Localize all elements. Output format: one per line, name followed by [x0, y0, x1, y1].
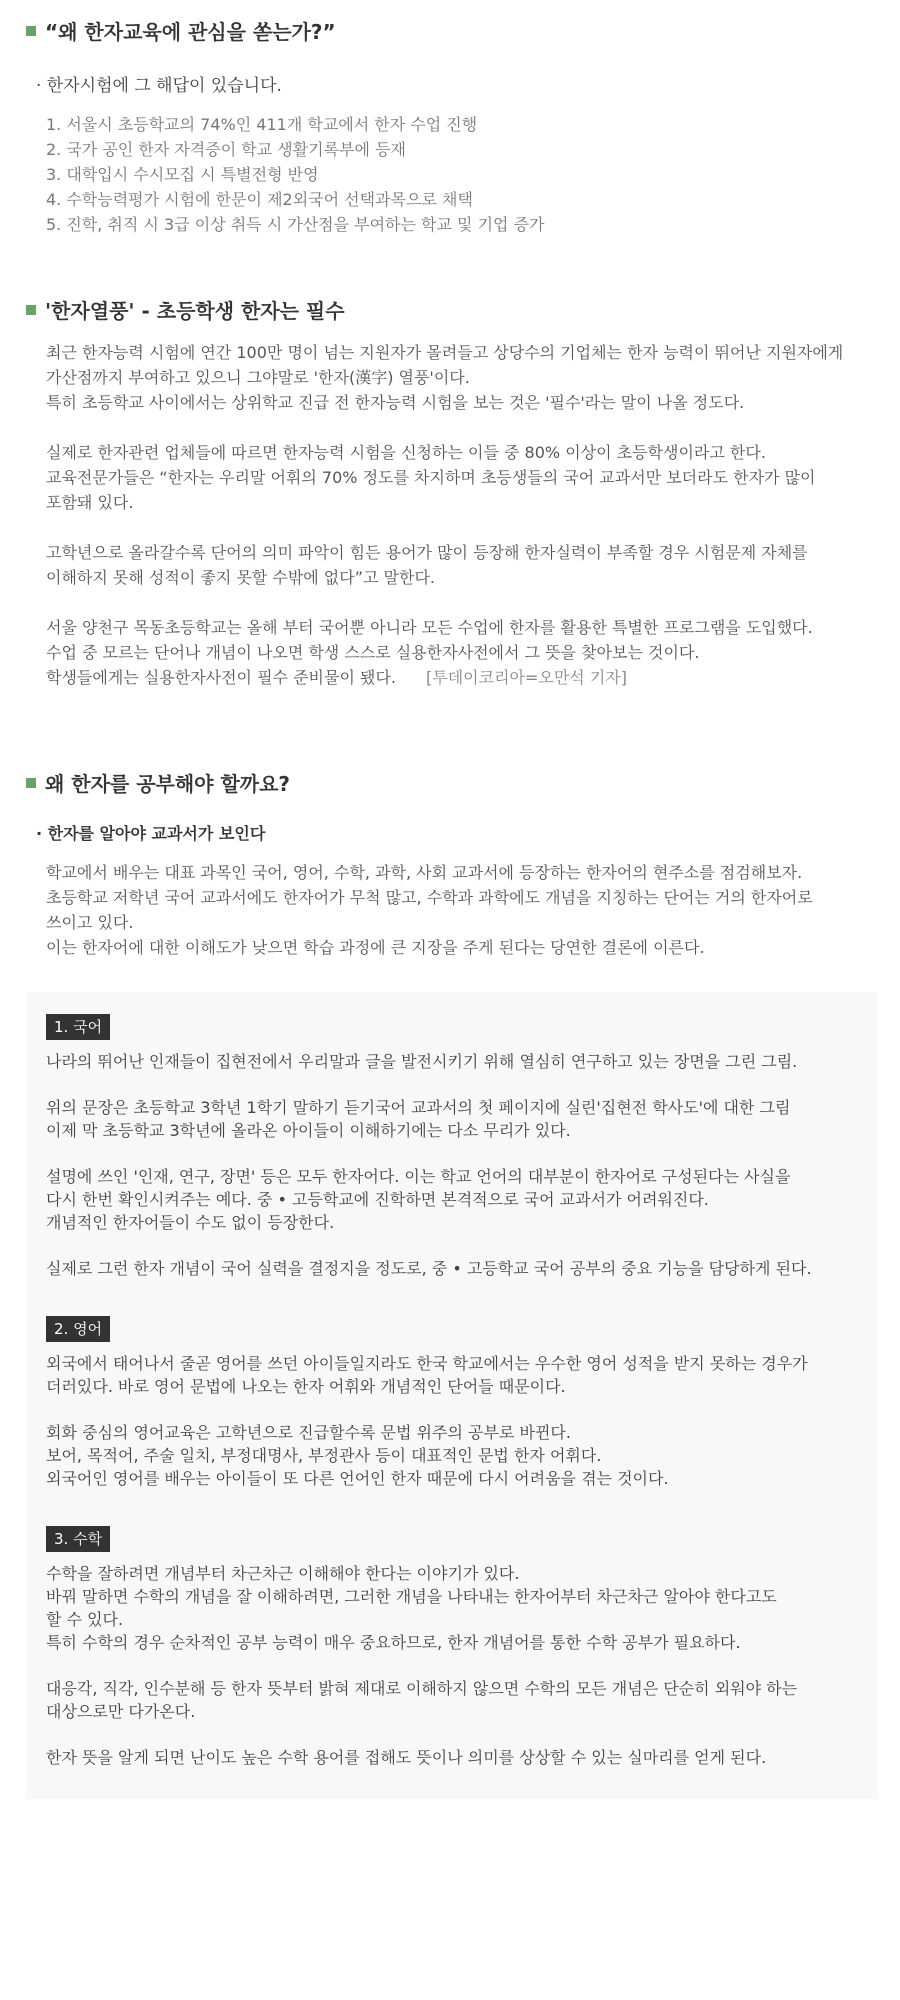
paragraph: [26, 615, 874, 690]
section-hanja-boom: [0, 237, 900, 690]
text-line: 서울 양천구 목동초등학교는 올해 부터 국어뿐 아니라 모든 수업에 한자를 활용한 특별한 프로그램을 도입했다.: [46, 618, 813, 637]
section-title: [26, 768, 874, 797]
square-bullet-icon: [26, 778, 36, 788]
subject-body: [46, 1562, 858, 1769]
text-line: 대상으로만 다가온다.: [46, 1702, 196, 1721]
text-line: 초등학교 저학년 국어 교과서에도 한자어가 무척 많고, 수학과 과학에도 개념을 지칭하는 단어는 거의 한자어로: [46, 888, 813, 907]
paragraph: [46, 1421, 858, 1490]
paragraph: [46, 1746, 858, 1769]
text-line: 위의 문장은 초등학교 3학년 1학기 말하기 듣기국어 교과서의 첫 페이지에 실린'집현전 학사도'에 대한 그림: [46, 1098, 791, 1117]
square-bullet-icon: [26, 305, 36, 315]
paragraph: [46, 1352, 858, 1398]
paragraph: [46, 1096, 858, 1142]
text-line: 설명에 쓰인 '인재, 연구, 장면' 등은 모두 한자어다. 이는 학교 언어의 대부분이 한자어로 구성된다는 사실을: [46, 1167, 791, 1186]
text-line: 고학년으로 올라갈수록 단어의 의미 파악이 힘든 용어가 많이 등장해 한자실력이 부족할 경우 시험문제 자체를: [46, 543, 808, 562]
section-title: [26, 295, 874, 324]
text-line: 학생들에게는 실용한자사전이 필수 준비물이 됐다.: [46, 668, 397, 687]
section-title: [26, 16, 874, 45]
text-line: 쓰이고 있다.: [46, 913, 134, 932]
text-line: 학교에서 배우는 대표 과목인 국어, 영어, 수학, 과학, 사회 교과서에 등장하는 한자어의 현주소를 점검해보자.: [46, 863, 803, 882]
subject-math: [46, 1526, 858, 1769]
text-line: 할 수 있다.: [46, 1610, 124, 1629]
paragraph: [26, 440, 874, 515]
text-line: 나라의 뛰어난 인재들이 집현전에서 우리말과 글을 발전시키기 위해 열심히 연구하고 있는 장면을 그린 그림.: [46, 1052, 798, 1071]
paragraph: [46, 1165, 858, 1234]
text-line: 가산점까지 부여하고 있으니 그야말로 '한자(漢字) 열풍'이다.: [46, 368, 470, 387]
text-line: 다시 한번 확인시켜주는 예다. 중 • 고등학교에 진학하면 본격적으로 국어 교과서가 어려워진다.: [46, 1190, 709, 1209]
section-why-study: [0, 690, 900, 960]
list-item: 4. 수학능력평가 시험에 한문이 제2외국어 선택과목으로 채택: [46, 190, 473, 209]
subject-body: [46, 1050, 858, 1280]
text-line: 한자 뜻을 알게 되면 난이도 높은 수학 용어를 접해도 뜻이나 의미를 상상할 수 있는 실마리를 얻게 된다.: [46, 1748, 767, 1767]
text-line: 특히 수학의 경우 순차적인 공부 능력이 매우 중요하므로, 한자 개념어를 통한 수학 공부가 필요하다.: [46, 1633, 741, 1652]
paragraph: [46, 1562, 858, 1654]
paragraph: [26, 340, 874, 415]
text-line: 외국어인 영어를 배우는 아이들이 또 다른 언어인 한자 때문에 다시 어려움을 겪는 것이다.: [46, 1469, 669, 1488]
list-item: 5. 진학, 취직 시 3급 이상 취득 시 가산점을 부여하는 학교 및 기업 증가: [46, 215, 545, 234]
text-line: 대응각, 직각, 인수분해 등 한자 뜻부터 밝혀 제대로 이해하지 않으면 수학의 모든 개념은 단순히 외워야 하는: [46, 1679, 798, 1698]
text-line: 외국에서 태어나서 줄곧 영어를 쓰던 아이들일지라도 한국 학교에서는 우수한 영어 성적을 받지 못하는 경우가: [46, 1354, 808, 1373]
subject-english: [46, 1316, 858, 1490]
paragraph: [26, 540, 874, 590]
article-body: [26, 340, 874, 690]
text-line: 실제로 그런 한자 개념이 국어 실력을 결정지을 정도로, 중 • 고등학교 국어 공부의 중요 기능을 담당하게 된다.: [46, 1259, 812, 1278]
text-line: 실제로 한자관련 업체들에 따르면 한자능력 시험을 신청하는 이들 중 80% 이상이 초등학생이라고 한다.: [46, 443, 766, 462]
list-item: 3. 대학입시 수시모집 시 특별전형 반영: [46, 165, 319, 184]
text-line: 더러있다. 바로 영어 문법에 나오는 한자 어휘와 개념적인 단어들 때문이다.: [46, 1377, 566, 1396]
text-line: 포함돼 있다.: [46, 493, 134, 512]
section-why-hanja: [0, 0, 900, 237]
subject-badge: 2. 영어: [46, 1316, 110, 1342]
list-item: 1. 서울시 초등학교의 74%인 411개 학교에서 한자 수업 진행: [46, 115, 478, 134]
subject-korean: [46, 1014, 858, 1280]
section-title-text: 왜 한자를 공부해야 할까요?: [45, 772, 291, 796]
section-title-text: '한자열풍' - 초등학생 한자는 필수: [45, 299, 345, 323]
section-title-text: “왜 한자교육에 관심을 쏟는가?”: [45, 20, 336, 44]
subject-body: [46, 1352, 858, 1490]
text-line: 보어, 목적어, 주술 일치, 부정대명사, 부정관사 등이 대표적인 문법 한자 어휘다.: [46, 1446, 602, 1465]
subjects-box: [26, 992, 878, 1799]
section-subtitle: · 한자를 알아야 교과서가 보인다: [36, 824, 266, 843]
square-bullet-icon: [26, 26, 36, 36]
subject-badge: 3. 수학: [46, 1526, 110, 1552]
section-subtitle: · 한자시험에 그 해답이 있습니다.: [36, 76, 282, 96]
text-line: 바꿔 말하면 수학의 개념을 잘 이해하려면, 그러한 개념을 나타내는 한자어부터 차근차근 알아야 한다고도: [46, 1587, 777, 1606]
list-item: 2. 국가 공인 한자 자격증이 학교 생활기록부에 등재: [46, 140, 406, 159]
paragraph: [46, 1677, 858, 1723]
text-line: 개념적인 한자어들이 수도 없이 등장한다.: [46, 1213, 335, 1232]
paragraph: [46, 1257, 858, 1280]
text-line: 회화 중심의 영어교육은 고학년으로 진급할수록 문법 위주의 공부로 바뀐다.: [46, 1423, 571, 1442]
paragraph: [46, 1050, 858, 1073]
subject-badge: 1. 국어: [46, 1014, 110, 1040]
text-line: 교육전문가들은 “한자는 우리말 어휘의 70% 정도를 차지하며 초등생들의 국어 교과서만 보더라도 한자가 많이: [46, 468, 816, 487]
paragraph: [26, 860, 874, 960]
text-line: 수업 중 모르는 단어나 개념이 나오면 학생 스스로 실용한자사전에서 그 뜻을 찾아보는 것이다.: [46, 643, 700, 662]
text-line: 최근 한자능력 시험에 연간 100만 명이 넘는 지원자가 몰려들고 상당수의 기업체는 한자 능력이 뛰어난 지원자에게: [46, 343, 844, 362]
text-line: 특히 초등학교 사이에서는 상위학교 진급 전 한자능력 시험을 보는 것은 '필수'라는 말이 나올 정도다.: [46, 393, 745, 412]
text-line: 이해하지 못해 성적이 좋지 못할 수밖에 없다”고 말한다.: [46, 568, 436, 587]
article-credit: [투데이코리아=오만석 기자]: [426, 668, 628, 687]
text-line: 이제 막 초등학교 3학년에 올라온 아이들이 이해하기에는 다소 무리가 있다.: [46, 1121, 571, 1140]
reason-list: [26, 112, 874, 237]
text-line: 이는 한자어에 대한 이해도가 낮으면 학습 과정에 큰 지장을 주게 된다는 당연한 결론에 이른다.: [46, 938, 705, 957]
text-line: 수학을 잘하려면 개념부터 차근차근 이해해야 한다는 이야기가 있다.: [46, 1564, 520, 1583]
